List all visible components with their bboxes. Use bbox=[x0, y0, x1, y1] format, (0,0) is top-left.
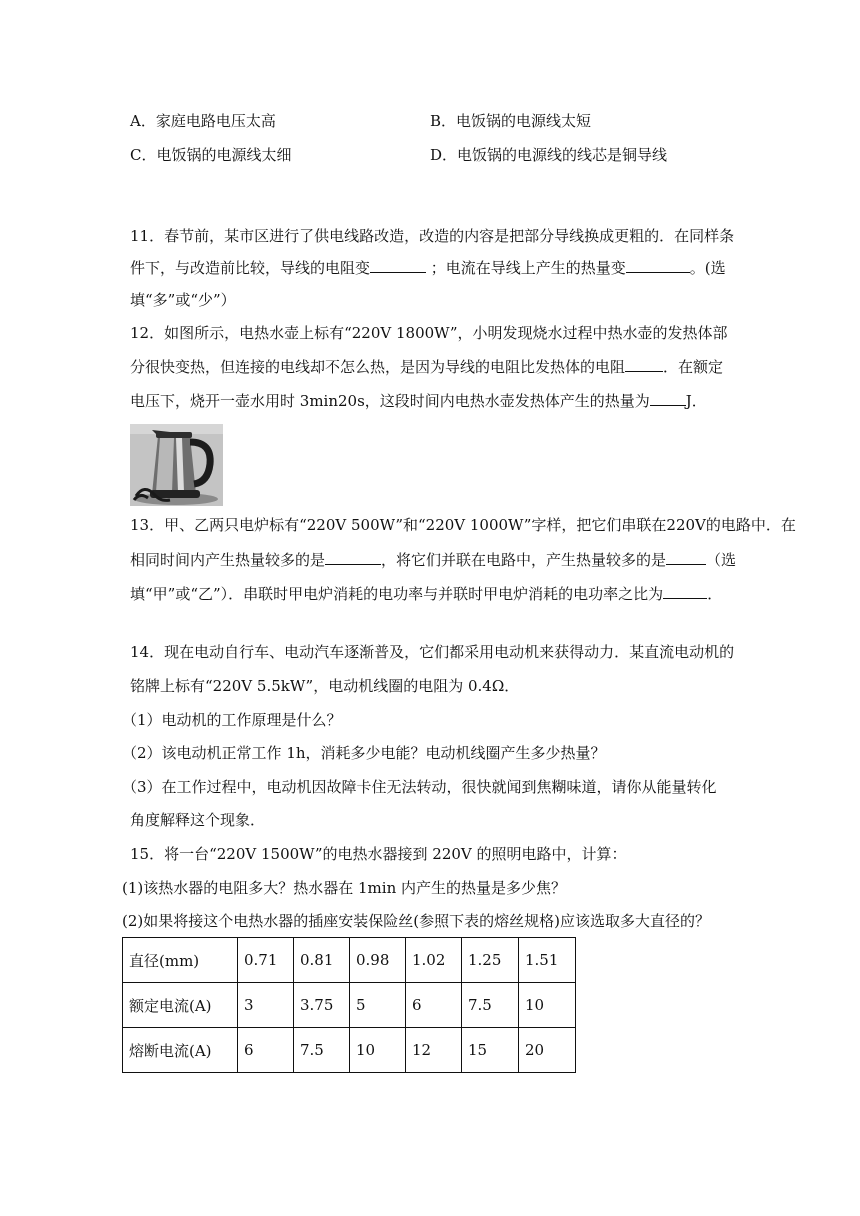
table-cell: 12 bbox=[406, 1028, 462, 1073]
q14-sub2: （2）该电动机正常工作 1h，消耗多少电能？电动机线圈产生多少热量？ bbox=[122, 744, 606, 762]
table-cell: 3.75 bbox=[294, 983, 350, 1028]
q12-line2 bbox=[130, 357, 723, 377]
q13-text-d: 填“甲”或“乙”）．串联时甲电炉消耗的电功率与并联时甲电炉消耗的电功率之比为 bbox=[130, 585, 664, 603]
q13-text-b: ，将它们并联在电路中，产生热量较多的是 bbox=[381, 551, 667, 569]
q11-blank-1 bbox=[370, 258, 426, 273]
table-cell: 5 bbox=[350, 983, 406, 1028]
table-row bbox=[123, 938, 576, 983]
q13-text-e: ． bbox=[707, 585, 723, 603]
table-cell: 0.71 bbox=[238, 938, 294, 983]
q15-sub1: (1)该热水器的电阻多大？热水器在 1min 内产生的热量是多少焦？ bbox=[122, 879, 567, 897]
q11-line3: 填“多”或“少”） bbox=[130, 291, 236, 309]
table-row bbox=[123, 983, 576, 1028]
q11-blank-2 bbox=[626, 258, 690, 273]
q14-line1: 14．现在电动自行车、电动汽车逐渐普及，它们都采用电动机来获得动力．某直流电动机的 bbox=[130, 643, 735, 661]
row-header: 熔断电流(A) bbox=[123, 1028, 238, 1073]
table-cell: 10 bbox=[519, 983, 576, 1028]
table-cell: 1.25 bbox=[462, 938, 519, 983]
fuse-spec-table bbox=[122, 937, 576, 1073]
q13-blank-1 bbox=[325, 550, 381, 565]
q12-line1: 12．如图所示，电热水壶上标有“220V 1800W”，小明发现烧水过程中热水壶的发热体部 bbox=[130, 324, 728, 342]
table-cell: 7.5 bbox=[294, 1028, 350, 1073]
q13-line1: 13．甲、乙两只电炉标有“220V 500W”和“220V 1000W”字样，把它们串联在220V的电路中．在 bbox=[130, 516, 796, 534]
q13-text-c: （选 bbox=[706, 551, 737, 569]
row-header: 直径(mm) bbox=[123, 938, 238, 983]
q12-text-b: ．在额定 bbox=[663, 358, 724, 376]
q12-text-a: 分很快变热，但连接的电线却不怎么热，是因为导线的电阻比发热体的电阻 bbox=[130, 358, 626, 376]
table-cell: 20 bbox=[519, 1028, 576, 1073]
table-row bbox=[123, 1028, 576, 1073]
table-cell: 1.51 bbox=[519, 938, 576, 983]
q12-blank-2 bbox=[650, 391, 686, 406]
table-cell: 15 bbox=[462, 1028, 519, 1073]
option-d: D．电饭锅的电源线的线芯是铜导线 bbox=[430, 146, 668, 164]
electric-kettle-image bbox=[130, 424, 223, 506]
q14-line2: 铭牌上标有“220V 5.5kW”，电动机线圈的电阻为 0.4Ω． bbox=[130, 677, 520, 695]
q14-sub3-line1: （3）在工作过程中，电动机因故障卡住无法转动，很快就闻到焦糊味道，请你从能量转化 bbox=[122, 778, 717, 796]
table-cell: 6 bbox=[238, 1028, 294, 1073]
option-a: A．家庭电路电压太高 bbox=[130, 112, 276, 130]
option-b: B．电饭锅的电源线太短 bbox=[430, 112, 592, 130]
q12-line3 bbox=[130, 391, 707, 411]
q11-text-a: 件下，与改造前比较，导线的电阻变 bbox=[130, 259, 371, 277]
q15-sub2: (2)如果将接这个电热水器的插座安装保险丝(参照下表的熔丝规格)应该选取多大直径的？ bbox=[122, 912, 710, 930]
table-cell: 1.02 bbox=[406, 938, 462, 983]
q15-line1: 15．将一台“220V 1500W”的电热水器接到 220V 的照明电路中，计算： bbox=[130, 845, 627, 863]
q13-line3 bbox=[130, 584, 722, 604]
table-cell: 6 bbox=[406, 983, 462, 1028]
q13-blank-2 bbox=[666, 550, 706, 565]
q12-blank-1 bbox=[625, 357, 663, 372]
table-cell: 0.81 bbox=[294, 938, 350, 983]
table-cell: 0.98 bbox=[350, 938, 406, 983]
table-cell: 7.5 bbox=[462, 983, 519, 1028]
q11-text-b: ；电流在导线上产生的热量变 bbox=[426, 259, 626, 277]
option-c: C．电饭锅的电源线太细 bbox=[130, 146, 292, 164]
q11-line2 bbox=[130, 258, 726, 278]
table-cell: 3 bbox=[238, 983, 294, 1028]
row-header: 额定电流(A) bbox=[123, 983, 238, 1028]
q11-text-c: 。(选 bbox=[689, 259, 726, 277]
q12-text-c: 电压下，烧开一壶水用时 3min20s，这段时间内电热水壶发热体产生的热量为 bbox=[130, 392, 650, 410]
q14-sub3-line2: 角度解释这个现象． bbox=[130, 811, 266, 829]
q13-line2 bbox=[130, 550, 736, 570]
q13-text-a: 相同时间内产生热量较多的是 bbox=[130, 551, 326, 569]
table-cell: 10 bbox=[350, 1028, 406, 1073]
q14-sub1: （1）电动机的工作原理是什么？ bbox=[122, 711, 342, 729]
q13-blank-3 bbox=[663, 584, 707, 599]
q11-line1: 11．春节前，某市区进行了供电线路改造，改造的内容是把部分导线换成更粗的．在同样条 bbox=[130, 227, 735, 245]
q12-text-d: J． bbox=[685, 392, 707, 410]
